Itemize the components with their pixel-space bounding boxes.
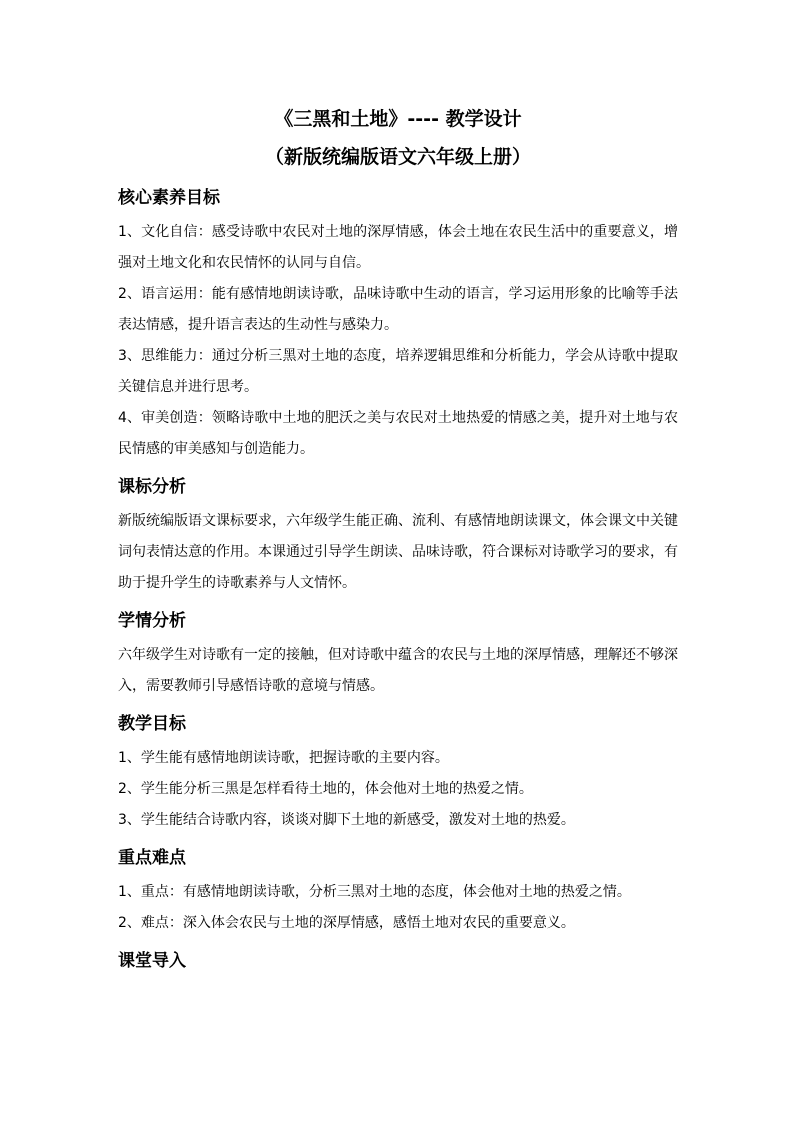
document-page: [118, 100, 678, 980]
document-title: 《三黑和土地》---- 教学设计: [274, 108, 522, 130]
section-heading: 学情分析: [118, 611, 186, 631]
paragraph: 2、语言运用：能有感情地朗读诗歌，品味诗歌中生动的语言，学习运用形象的比喻等手法表达情感，提升语言表达的生动性与感染力。: [118, 286, 678, 333]
section-core-literacy: [118, 182, 678, 465]
paragraph: 3、思维能力：通过分析三黑对土地的态度，培养逻辑思维和分析能力，学会从诗歌中提取关键信息并进行思考。: [118, 348, 678, 395]
paragraph: 1、重点：有感情地朗读诗歌，分析三黑对土地的态度，体会他对土地的热爱之情。: [118, 884, 631, 900]
paragraph: 1、学生能有感情地朗读诗歌，把握诗歌的主要内容。: [118, 750, 449, 766]
section-heading: 课堂导入: [118, 951, 186, 971]
section-key-difficulties: [118, 842, 678, 939]
section-heading: 核心素养目标: [118, 188, 220, 208]
document-subtitle: （新版统编版语文六年级上册）: [264, 146, 531, 168]
section-heading: 课标分析: [118, 477, 186, 497]
paragraph: 新版统编版语文课标要求，六年级学生能正确、流利、有感情地朗读课文，体会课文中关键词句表情达意的作用。本课通过引导学生朗读、品味诗歌，符合课标对诗歌学习的要求，有助于提升学生的诗歌素养与人文情怀。: [118, 513, 678, 591]
section-class-intro: [118, 945, 678, 978]
paragraph: 4、审美创造：领略诗歌中土地的肥沃之美与农民对土地热爱的情感之美，提升对土地与农民情感的审美感知与创造能力。: [118, 410, 678, 457]
section-teaching-goals: [118, 708, 678, 836]
paragraph: 3、学生能结合诗歌内容，谈谈对脚下土地的新感受，激发对土地的热爱。: [118, 812, 575, 828]
section-curriculum-analysis: [118, 471, 678, 599]
paragraph: 2、难点：深入体会农民与土地的深厚情感，感悟土地对农民的重要意义。: [118, 915, 575, 931]
paragraph: 1、文化自信：感受诗歌中农民对土地的深厚情感，体会土地在农民生活中的重要意义，增强对土地文化和农民情怀的认同与自信。: [118, 224, 678, 271]
section-heading: 重点难点: [118, 848, 186, 868]
paragraph: 六年级学生对诗歌有一定的接触，但对诗歌中蕴含的农民与土地的深厚情感，理解还不够深入，需要教师引导感悟诗歌的意境与情感。: [118, 647, 678, 694]
section-heading: 教学目标: [118, 714, 186, 734]
section-student-analysis: [118, 605, 678, 702]
paragraph: 2、学生能分析三黑是怎样看待土地的，体会他对土地的热爱之情。: [118, 781, 533, 797]
